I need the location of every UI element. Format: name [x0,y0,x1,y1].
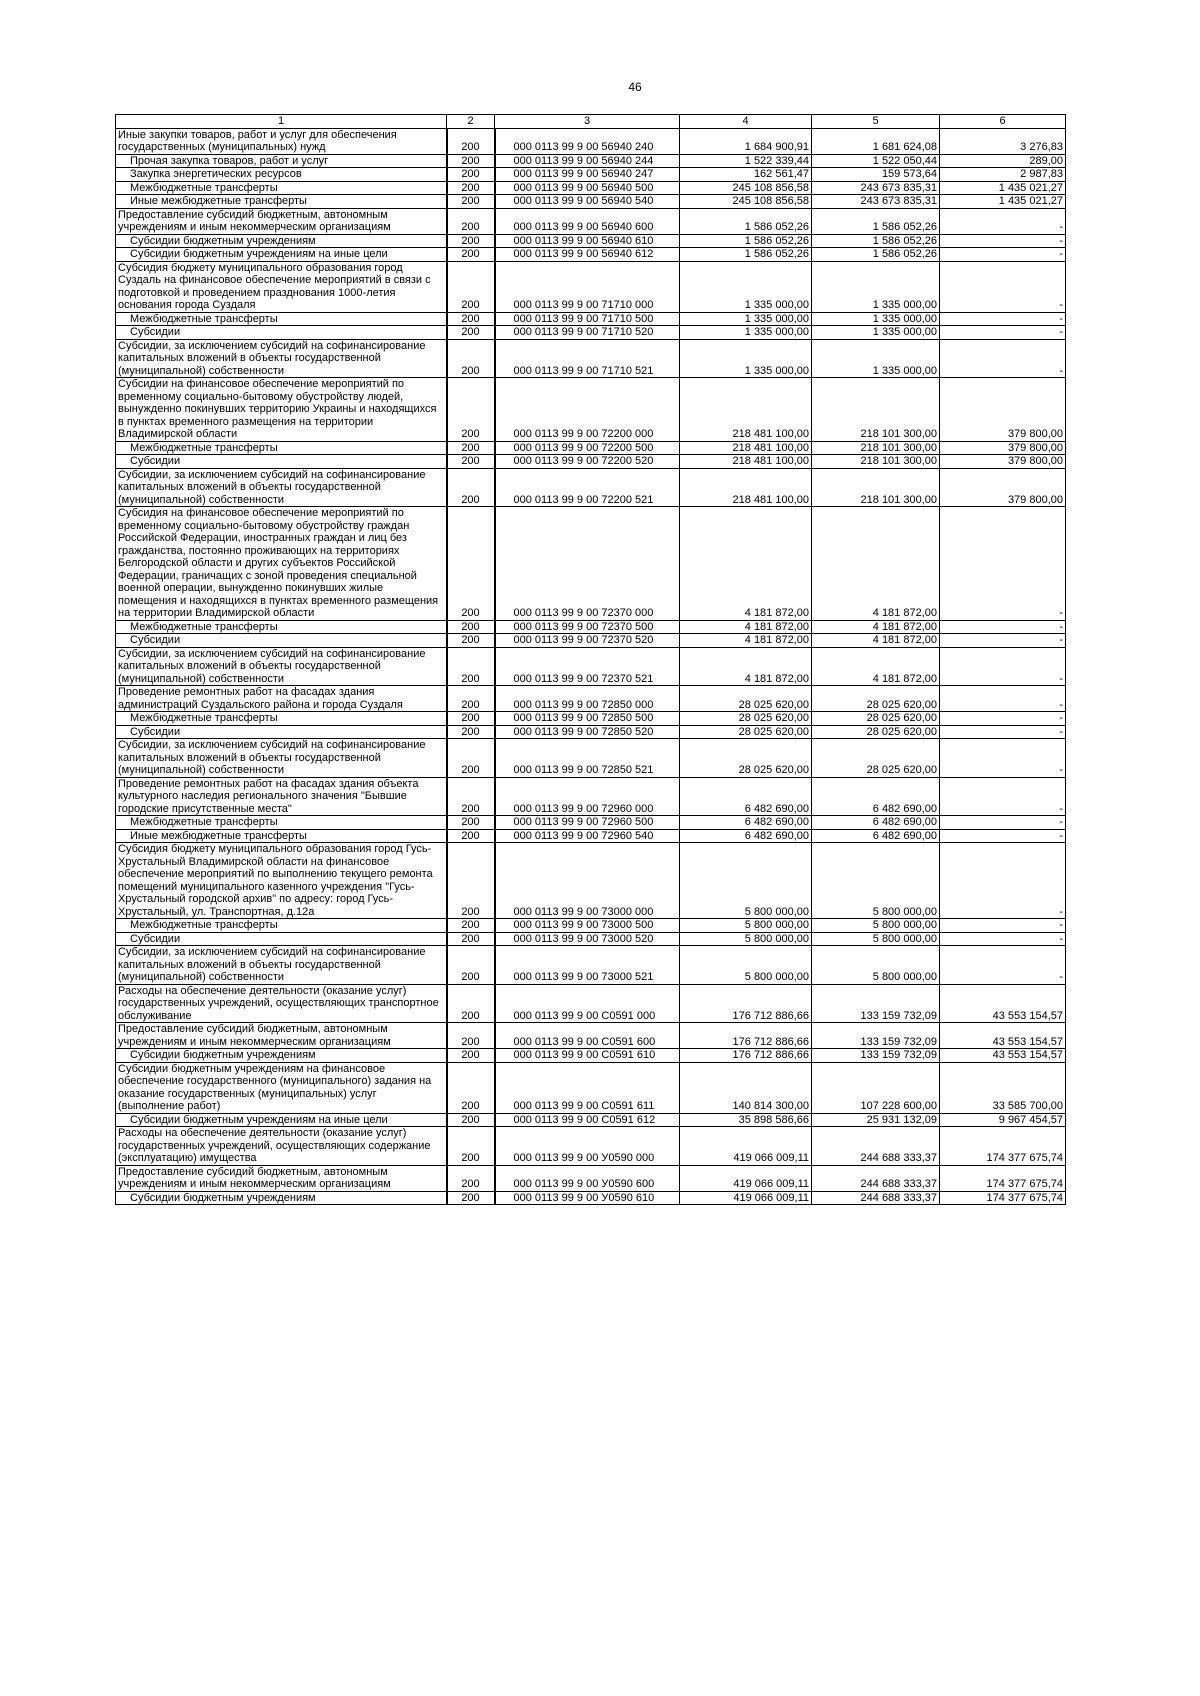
row-col4-cell: 218 481 100,00 [680,378,812,442]
row-name-cell: Межбюджетные трансферты [116,620,447,634]
row-col6-cell: 43 553 154,57 [940,1049,1066,1063]
table-row [116,686,1066,712]
table-row [116,154,1066,168]
row-col5-cell: 6 482 690,00 [812,816,940,830]
row-name-cell: Иные закупки товаров, работ и услуг для обеспечения государственных (муниципальных) нужд [116,128,447,154]
row-col5-cell: 28 025 620,00 [812,739,940,778]
row-col5-cell: 244 688 333,37 [812,1127,940,1166]
row-code-cell: 200 [447,1191,495,1205]
row-col5-cell: 218 101 300,00 [812,378,940,442]
row-col5-cell: 4 181 872,00 [812,634,940,648]
row-name-cell: Иные межбюджетные трансферты [116,195,447,209]
row-col4-cell: 176 712 886,66 [680,1049,812,1063]
row-kbk-cell: 000 0113 99 9 00 С0591 612 [495,1113,680,1127]
row-col5-cell: 1 586 052,26 [812,208,940,234]
row-col6-cell: 379 800,00 [940,455,1066,469]
row-name-cell: Субсидии, за исключением субсидий на софинансирование капитальных вложений в объекты государственной (муниципальной) собственности [116,647,447,686]
row-col4-cell: 162 561,47 [680,168,812,182]
row-kbk-cell: 000 0113 99 9 00 71710 521 [495,339,680,378]
row-kbk-cell: 000 0113 99 9 00 72370 520 [495,634,680,648]
row-kbk-cell: 000 0113 99 9 00 72370 521 [495,647,680,686]
table-row [116,634,1066,648]
row-col5-cell: 133 159 732,09 [812,1023,940,1049]
row-col5-cell: 5 800 000,00 [812,932,940,946]
row-col5-cell: 28 025 620,00 [812,686,940,712]
row-col5-cell: 5 800 000,00 [812,946,940,985]
row-kbk-cell: 000 0113 99 9 00 72960 000 [495,777,680,816]
row-col4-cell: 419 066 009,11 [680,1165,812,1191]
row-kbk-cell: 000 0113 99 9 00 72850 520 [495,725,680,739]
row-code-cell: 200 [447,441,495,455]
row-col6-cell: 33 585 700,00 [940,1062,1066,1113]
row-code-cell: 200 [447,1113,495,1127]
row-name-cell: Расходы на обеспечение деятельности (оказание услуг) государственных учреждений, осуществляющих содержание (эксплуатацию) имущества [116,1127,447,1166]
row-col4-cell: 28 025 620,00 [680,712,812,726]
row-col5-cell: 133 159 732,09 [812,984,940,1023]
row-col4-cell: 4 181 872,00 [680,507,812,621]
row-name-cell: Иные межбюджетные трансферты [116,829,447,843]
row-name-cell: Субсидия бюджету муниципального образования город Гусь-Хрустальный Владимирской области на финансовое обеспечение мероприятий по выполнению текущего ремонта помещений муниципального казенного учреждения "Гусь-Хрустальный городской архив" по адресу: город Гусь-Хрустальный, ул. Транспортная, д.12а [116,843,447,919]
row-col6-cell: - [940,919,1066,933]
row-code-cell: 200 [447,195,495,209]
row-kbk-cell: 000 0113 99 9 00 72370 500 [495,620,680,634]
row-col6-cell: - [940,339,1066,378]
row-col5-cell: 4 181 872,00 [812,620,940,634]
row-col4-cell: 4 181 872,00 [680,634,812,648]
row-col4-cell: 1 335 000,00 [680,339,812,378]
row-name-cell: Субсидии на финансовое обеспечение мероприятий по временному социально-бытовому обустройству людей, вынужденно покинувших территорию Украины и находящихся в пунктах временного размещения на территории Владимирской области [116,378,447,442]
row-code-cell: 200 [447,712,495,726]
row-col6-cell: 2 987,83 [940,168,1066,182]
row-col6-cell: - [940,634,1066,648]
row-col6-cell: - [940,312,1066,326]
row-code-cell: 200 [447,919,495,933]
table-row [116,843,1066,919]
row-col5-cell: 5 800 000,00 [812,919,940,933]
row-col4-cell: 245 108 856,58 [680,195,812,209]
row-name-cell: Межбюджетные трансферты [116,441,447,455]
row-name-cell: Проведение ремонтных работ на фасадах здания объекта культурного наследия регионального значения "Бывшие городские присутственные места" [116,777,447,816]
row-col5-cell: 5 800 000,00 [812,843,940,919]
table-row [116,181,1066,195]
table-row [116,932,1066,946]
row-kbk-cell: 000 0113 99 9 00 С0591 000 [495,984,680,1023]
column-header: 2 [447,115,495,129]
row-col5-cell: 25 931 132,09 [812,1113,940,1127]
row-col6-cell: - [940,829,1066,843]
row-col5-cell: 133 159 732,09 [812,1049,940,1063]
row-code-cell: 200 [447,816,495,830]
row-name-cell: Межбюджетные трансферты [116,816,447,830]
row-kbk-cell: 000 0113 99 9 00 У0590 610 [495,1191,680,1205]
row-col4-cell: 245 108 856,58 [680,181,812,195]
row-name-cell: Субсидии [116,634,447,648]
row-name-cell: Предоставление субсидий бюджетным, автономным учреждениям и иным некоммерческим организациям [116,208,447,234]
row-col6-cell: - [940,739,1066,778]
row-col4-cell: 5 800 000,00 [680,932,812,946]
row-col4-cell: 4 181 872,00 [680,647,812,686]
row-col6-cell: 174 377 675,74 [940,1127,1066,1166]
row-kbk-cell: 000 0113 99 9 00 72850 521 [495,739,680,778]
row-name-cell: Межбюджетные трансферты [116,919,447,933]
row-code-cell: 200 [447,777,495,816]
row-col6-cell: 9 967 454,57 [940,1113,1066,1127]
row-name-cell: Субсидии [116,725,447,739]
row-kbk-cell: 000 0113 99 9 00 56940 610 [495,234,680,248]
row-code-cell: 200 [447,634,495,648]
table-row [116,339,1066,378]
row-col4-cell: 1 522 339,44 [680,154,812,168]
row-col4-cell: 5 800 000,00 [680,843,812,919]
row-kbk-cell: 000 0113 99 9 00 71710 500 [495,312,680,326]
row-col4-cell: 1 335 000,00 [680,312,812,326]
row-col5-cell: 1 681 624,08 [812,128,940,154]
table-body [116,128,1066,1205]
row-name-cell: Предоставление субсидий бюджетным, автономным учреждениям и иным некоммерческим организациям [116,1023,447,1049]
row-name-cell: Субсидии, за исключением субсидий на софинансирование капитальных вложений в объекты государственной (муниципальной) собственности [116,739,447,778]
row-kbk-cell: 000 0113 99 9 00 У0590 600 [495,1165,680,1191]
row-col5-cell: 218 101 300,00 [812,468,940,507]
row-col4-cell: 28 025 620,00 [680,686,812,712]
row-kbk-cell: 000 0113 99 9 00 С0591 611 [495,1062,680,1113]
row-col5-cell: 1 335 000,00 [812,326,940,340]
row-col4-cell: 419 066 009,11 [680,1127,812,1166]
row-col4-cell: 1 586 052,26 [680,234,812,248]
row-col4-cell: 5 800 000,00 [680,946,812,985]
row-col6-cell: 379 800,00 [940,441,1066,455]
row-col4-cell: 419 066 009,11 [680,1191,812,1205]
table-row [116,816,1066,830]
row-col4-cell: 1 335 000,00 [680,261,812,312]
row-code-cell: 200 [447,168,495,182]
row-code-cell: 200 [447,248,495,262]
table-row [116,919,1066,933]
row-kbk-cell: 000 0113 99 9 00 73000 000 [495,843,680,919]
row-col6-cell: - [940,725,1066,739]
row-col5-cell: 107 228 600,00 [812,1062,940,1113]
budget-report-table [115,114,1066,1205]
row-col6-cell: 379 800,00 [940,468,1066,507]
row-kbk-cell: 000 0113 99 9 00 С0591 600 [495,1023,680,1049]
row-name-cell: Субсидии, за исключением субсидий на софинансирование капитальных вложений в объекты государственной (муниципальной) собственности [116,339,447,378]
row-kbk-cell: 000 0113 99 9 00 72850 500 [495,712,680,726]
table-row [116,1191,1066,1205]
row-col4-cell: 1 586 052,26 [680,248,812,262]
row-code-cell: 200 [447,234,495,248]
table-row [116,128,1066,154]
row-col4-cell: 176 712 886,66 [680,984,812,1023]
row-name-cell: Субсидия на финансовое обеспечение мероприятий по временному социально-бытовому обустройству граждан Российской Федерации, иностранных граждан и лиц без гражданства, постоянно проживающих на территориях Белгородской области и других субъектов Российской Федерации, граничащих с зоной проведения специальной военной операции, вынужденно покинувших жилые помещения и находящихся в пунктах временного размещения на территории Владимирской области [116,507,447,621]
row-col5-cell: 1 522 050,44 [812,154,940,168]
row-code-cell: 200 [447,739,495,778]
row-kbk-cell: 000 0113 99 9 00 72200 500 [495,441,680,455]
row-col6-cell: - [940,248,1066,262]
row-col5-cell: 244 688 333,37 [812,1165,940,1191]
row-code-cell: 200 [447,326,495,340]
row-col4-cell: 6 482 690,00 [680,777,812,816]
table-row [116,739,1066,778]
column-header: 3 [495,115,680,129]
table-row [116,261,1066,312]
row-kbk-cell: 000 0113 99 9 00 56940 612 [495,248,680,262]
row-code-cell: 200 [447,932,495,946]
table-row [116,1023,1066,1049]
row-col5-cell: 6 482 690,00 [812,777,940,816]
row-col6-cell: 174 377 675,74 [940,1165,1066,1191]
row-col5-cell: 218 101 300,00 [812,455,940,469]
column-header: 4 [680,115,812,129]
row-col5-cell: 1 586 052,26 [812,234,940,248]
table-row [116,1049,1066,1063]
row-col5-cell: 1 335 000,00 [812,339,940,378]
table-row [116,647,1066,686]
row-name-cell: Закупка энергетических ресурсов [116,168,447,182]
row-col6-cell: 174 377 675,74 [940,1191,1066,1205]
row-code-cell: 200 [447,312,495,326]
row-kbk-cell: 000 0113 99 9 00 73000 520 [495,932,680,946]
row-name-cell: Прочая закупка товаров, работ и услуг [116,154,447,168]
row-col5-cell: 4 181 872,00 [812,507,940,621]
row-col6-cell: 1 435 021,27 [940,181,1066,195]
row-code-cell: 200 [447,154,495,168]
row-code-cell: 200 [447,647,495,686]
row-code-cell: 200 [447,261,495,312]
row-col4-cell: 6 482 690,00 [680,829,812,843]
row-col6-cell: - [940,261,1066,312]
row-kbk-cell: 000 0113 99 9 00 56940 500 [495,181,680,195]
table-row [116,378,1066,442]
row-kbk-cell: 000 0113 99 9 00 73000 521 [495,946,680,985]
table-row [116,946,1066,985]
row-col6-cell: - [940,326,1066,340]
table-row [116,1062,1066,1113]
row-code-cell: 200 [447,181,495,195]
table-row [116,195,1066,209]
table-row [116,312,1066,326]
row-col5-cell: 218 101 300,00 [812,441,940,455]
page-number: 46 [628,80,642,94]
row-code-cell: 200 [447,1062,495,1113]
table-row [116,507,1066,621]
table-row [116,468,1066,507]
row-kbk-cell: 000 0113 99 9 00 72850 000 [495,686,680,712]
row-name-cell: Субсидии бюджетным учреждениям [116,1191,447,1205]
row-col4-cell: 218 481 100,00 [680,468,812,507]
row-col5-cell: 1 335 000,00 [812,261,940,312]
row-name-cell: Субсидии бюджетным учреждениям на иные цели [116,248,447,262]
row-name-cell: Предоставление субсидий бюджетным, автономным учреждениям и иным некоммерческим организациям [116,1165,447,1191]
row-col4-cell: 5 800 000,00 [680,919,812,933]
table-header-row [116,115,1066,129]
row-col4-cell: 35 898 586,66 [680,1113,812,1127]
row-name-cell: Расходы на обеспечение деятельности (оказание услуг) государственных учреждений, осуществляющих транспортное обслуживание [116,984,447,1023]
row-col4-cell: 1 586 052,26 [680,208,812,234]
row-name-cell: Межбюджетные трансферты [116,312,447,326]
row-col6-cell: - [940,234,1066,248]
row-col4-cell: 140 814 300,00 [680,1062,812,1113]
row-code-cell: 200 [447,128,495,154]
row-kbk-cell: 000 0113 99 9 00 С0591 610 [495,1049,680,1063]
table-row [116,725,1066,739]
row-col4-cell: 28 025 620,00 [680,739,812,778]
table-row [116,208,1066,234]
row-col6-cell: - [940,932,1066,946]
table-row [116,620,1066,634]
row-name-cell: Субсидии, за исключением субсидий на софинансирование капитальных вложений в объекты государственной (муниципальной) собственности [116,468,447,507]
table-row [116,777,1066,816]
row-col5-cell: 243 673 835,31 [812,181,940,195]
row-code-cell: 200 [447,843,495,919]
row-col6-cell: - [940,816,1066,830]
row-code-cell: 200 [447,620,495,634]
row-kbk-cell: 000 0113 99 9 00 У0590 000 [495,1127,680,1166]
row-code-cell: 200 [447,507,495,621]
row-kbk-cell: 000 0113 99 9 00 72200 520 [495,455,680,469]
row-col5-cell: 28 025 620,00 [812,712,940,726]
row-col6-cell: - [940,712,1066,726]
row-code-cell: 200 [447,208,495,234]
row-col5-cell: 1 586 052,26 [812,248,940,262]
row-code-cell: 200 [447,378,495,442]
row-name-cell: Субсидии [116,455,447,469]
row-col6-cell: 379 800,00 [940,378,1066,442]
table-row [116,234,1066,248]
row-col4-cell: 1 335 000,00 [680,326,812,340]
row-col5-cell: 1 335 000,00 [812,312,940,326]
row-col5-cell: 6 482 690,00 [812,829,940,843]
row-kbk-cell: 000 0113 99 9 00 56940 240 [495,128,680,154]
row-name-cell: Субсидии [116,326,447,340]
row-col4-cell: 4 181 872,00 [680,620,812,634]
row-col6-cell: - [940,686,1066,712]
row-name-cell: Проведение ремонтных работ на фасадах здания администраций Суздальского района и города Суздаля [116,686,447,712]
row-col6-cell: - [940,208,1066,234]
table-row [116,326,1066,340]
row-kbk-cell: 000 0113 99 9 00 71710 000 [495,261,680,312]
row-kbk-cell: 000 0113 99 9 00 72200 521 [495,468,680,507]
row-col6-cell: - [940,777,1066,816]
row-col4-cell: 218 481 100,00 [680,455,812,469]
row-col6-cell: 43 553 154,57 [940,984,1066,1023]
row-name-cell: Субсидии бюджетным учреждениям на иные цели [116,1113,447,1127]
column-header: 1 [116,115,447,129]
table-row [116,168,1066,182]
row-name-cell: Субсидии бюджетным учреждениям [116,1049,447,1063]
row-col4-cell: 6 482 690,00 [680,816,812,830]
table-row [116,1165,1066,1191]
row-name-cell: Межбюджетные трансферты [116,712,447,726]
table-row [116,1127,1066,1166]
row-col4-cell: 218 481 100,00 [680,441,812,455]
row-col6-cell: - [940,507,1066,621]
row-col6-cell: 289,00 [940,154,1066,168]
row-col5-cell: 4 181 872,00 [812,647,940,686]
row-kbk-cell: 000 0113 99 9 00 72200 000 [495,378,680,442]
row-col4-cell: 28 025 620,00 [680,725,812,739]
column-header: 6 [940,115,1066,129]
row-code-cell: 200 [447,468,495,507]
table-row [116,829,1066,843]
row-kbk-cell: 000 0113 99 9 00 71710 520 [495,326,680,340]
row-code-cell: 200 [447,1165,495,1191]
row-col6-cell: 43 553 154,57 [940,1023,1066,1049]
row-col5-cell: 159 573,64 [812,168,940,182]
row-name-cell: Субсидия бюджету муниципального образования город Суздаль на финансовое обеспечение мероприятий в связи с подготовкой и проведением празднования 1000-летия основания города Суздаля [116,261,447,312]
row-kbk-cell: 000 0113 99 9 00 56940 540 [495,195,680,209]
row-code-cell: 200 [447,455,495,469]
row-col5-cell: 243 673 835,31 [812,195,940,209]
row-kbk-cell: 000 0113 99 9 00 56940 244 [495,154,680,168]
row-col5-cell: 244 688 333,37 [812,1191,940,1205]
row-code-cell: 200 [447,1049,495,1063]
row-kbk-cell: 000 0113 99 9 00 56940 600 [495,208,680,234]
row-col6-cell: 3 276,83 [940,128,1066,154]
row-col4-cell: 176 712 886,66 [680,1023,812,1049]
row-name-cell: Субсидии бюджетным учреждениям на финансовое обеспечение государственного (муниципального) задания на оказание государственных (муниципальных) услуг (выполнение работ) [116,1062,447,1113]
row-name-cell: Субсидии [116,932,447,946]
row-code-cell: 200 [447,829,495,843]
table-row [116,455,1066,469]
table-row [116,984,1066,1023]
row-code-cell: 200 [447,946,495,985]
row-col6-cell: - [940,620,1066,634]
column-header: 5 [812,115,940,129]
row-name-cell: Субсидии, за исключением субсидий на софинансирование капитальных вложений в объекты государственной (муниципальной) собственности [116,946,447,985]
row-code-cell: 200 [447,984,495,1023]
row-code-cell: 200 [447,1127,495,1166]
table-row [116,248,1066,262]
row-col6-cell: 1 435 021,27 [940,195,1066,209]
row-kbk-cell: 000 0113 99 9 00 56940 247 [495,168,680,182]
row-code-cell: 200 [447,1023,495,1049]
row-col6-cell: - [940,946,1066,985]
row-col6-cell: - [940,647,1066,686]
row-kbk-cell: 000 0113 99 9 00 73000 500 [495,919,680,933]
row-name-cell: Межбюджетные трансферты [116,181,447,195]
row-kbk-cell: 000 0113 99 9 00 72960 540 [495,829,680,843]
row-col4-cell: 1 684 900,91 [680,128,812,154]
row-kbk-cell: 000 0113 99 9 00 72960 500 [495,816,680,830]
row-code-cell: 200 [447,686,495,712]
row-col6-cell: - [940,843,1066,919]
table-row [116,1113,1066,1127]
row-code-cell: 200 [447,339,495,378]
row-name-cell: Субсидии бюджетным учреждениям [116,234,447,248]
row-code-cell: 200 [447,725,495,739]
row-col5-cell: 28 025 620,00 [812,725,940,739]
row-kbk-cell: 000 0113 99 9 00 72370 000 [495,507,680,621]
table-row [116,712,1066,726]
table-row [116,441,1066,455]
